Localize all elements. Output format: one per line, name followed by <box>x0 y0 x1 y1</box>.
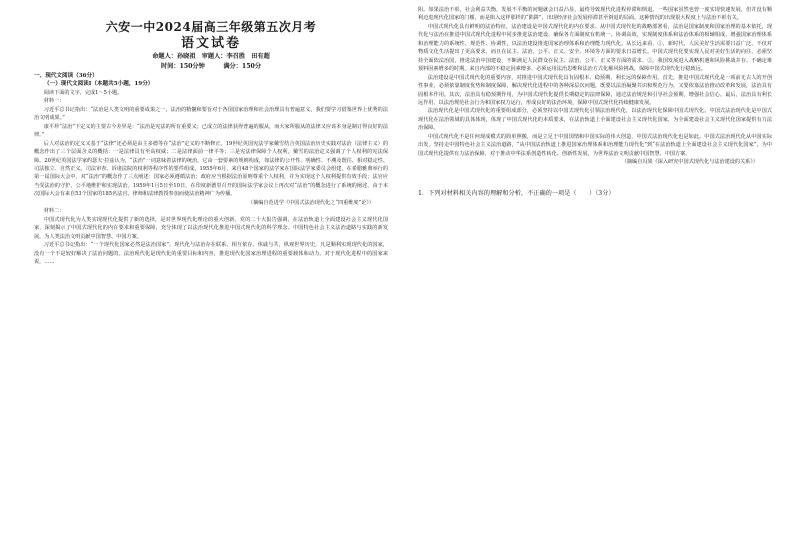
paragraph: 康平珍“法治”下定义的主要古今差异是：“法治是宪法的所有重要义；已成立的法律获得普遍的服从，而大家所服从的法律又应该本身是制订得良好的法律。” <box>34 123 388 139</box>
exam-title: 六安一中2024届高三年级第五次月考 <box>105 20 317 34</box>
source-citation: （摘编自范进学《中国式法治现代化之“四重维度”论》） <box>247 199 374 206</box>
source-citation: （摘编自冯果《深入研究中国式现代化与法治建设的关系》） <box>621 159 758 166</box>
material-label: 材料二： <box>43 208 65 215</box>
paragraph: 法治建设是中国式现代化的重要内容，对推进中国式现代化具有固根本、稳预期、利长远的保障作用。首先，推进中国式现代化是一项前无古人的开创性事业，必须依靠制度优势和制度保障，解决现代化进程中的各种深层次问题，既要以法治凝聚共识和规范行为，又要依靠法治推动改革和发展，法治具有固根本作用。其次，法治具有稳预期作用，为中国式现代化提供长期稳定的法律保障，通过法治规范和引导社会预期，增强社会信心。最后，法治具有利长远作用，以法治规范社会行为和国家权力运行，形成良好的法治环境，保障中国式现代化持续健康发展。 <box>418 74 772 106</box>
question-1: 1．下列对材料相关内容的理解和分析，不正确的一项是（ ）（3分） <box>418 189 615 197</box>
paragraph: 中国式现代化不是任何现成模式的简单照搬，而是立足于中国国情和中国实际的伟大创造，中国式法治现代化也是如此。中国式法治现代化从中国实际出发，坚持走中国特色社会主义法治道路，“从中国法治轨道上推进国家治理体系和治理能力现代化”到“在法治轨道上全面建设社会主义现代化国家”，为中国式现代化提供有力法治保障，对于推动中华法系创造性转化、创新性发展，为世界法治文明贡献中国智慧、中国方案。 <box>418 133 772 157</box>
instruction: 阅读下面的文字，完成1～5小题。 <box>43 89 123 96</box>
exam-time-score: 时间：150分钟 满分：150分 <box>160 63 262 70</box>
paragraph: 习近平总书记指出：“一个现代化国家必然是法治国家”。现代化与法治存在联系、相互依存、休戚与共，纵观世界历史，凡是顺利实现现代化的国家，没有一个不是较好解决了法治问题的。法治现代化是现代化的重要目标和内容，推进现代化国家治理进程的重要载体和动力。对于现代化进程中的国家来说，…… <box>34 242 388 265</box>
exam-subtitle: 语文试卷 <box>180 36 241 51</box>
subsection-heading: （一）现代文阅读Ⅰ（本题共5小题，19分） <box>44 81 154 88</box>
paragraph: 中国式现代化具有鲜明的法治特征，法治建设是中国式现代化的内在要求。从中国式现代化的战略部署看，法治是国家制度和国家治理的基本依托，现代化与法治在推进中国式现代化进程中同步推进法治建设，确保各方面制度有机统一、协调高效，实现制度体系和法治体系的相辅相成，增强国家治理体系和治理能力的系统性、规范性、协调性，以法治建设推进国家治理体系和治理能力现代化。从长远来看，①，新时代，人民美好生活需要日益广泛，不仅对物质文化生活提出了更高要求，而且在民主、法治、公平、正义、安全、环境等方面的要求日益增长。中国式现代化要实现人民对美好生活的向往，必须坚持全面依法治国，推进法治中国建设，不断满足人民群众在民主、法治、公平、正义等方面的需求。②。我国发展进入战略机遇和风险挑战并存、不确定难预料因素增多的时期，来自内部的不稳定因素增多，必须运用法治思维和法治方式化解风险挑战，保障中国式现代化行稳致远。 <box>418 23 772 73</box>
paragraph: 阻。如果法治不彰，社会利益失衡，发展不平衡的问题就会日益凸显，最终导致现代化进程停滞和倒退。一些国家虽然也曾一度实现快速发展，但并没有顺利迈进现代化国家的门槛，而是陷入这样那样的“陷阱”，出现经济社会发展停滞甚至倒退的局面。这种情况的出现很大程度上与法治不彰有关。 <box>418 7 772 22</box>
paragraph: 中国式现代化为人类实现现代化提供了新的选择，是对世界现代化理论的重大创新。党的二十大报告强调，在法治轨道上全面建设社会主义现代化国家，深刻揭示了中国式现代化的内在要求和重要保障，充分体现了以法治现代化推进中国式现代化的科学理念。中国特色社会主义法治道路与实践的新发展，为人类法治文明贡献中国智慧、中国方案。 <box>34 216 388 240</box>
paragraph: 后人对法治的定义又基于“法律”还必须是由主多德等在“法治”定义的不断修正。19世纪英国宪法学家戴雪结合英国法治历史实践对法治（法律主义）的概念作出了三个层面含义的概括：一是法律具有至高权威；二是法律面前一律平等；三是宪法律保障个人权利。戴雪的法治定义强调了个人权利的宪法保障。20世纪英国法学家约瑟夫·拉兹认为，“法治”一词意味着法律的统治，它由一套要素的规则构成，如法律的公开性、明确性、不溯及既往、相对稳定性、司法独立、自然正义、司法审查、诉诸法院的权利等程序性的要件组成。1955年6月，来自48个国家的法学家在国际法学家委员会组建，在希腊雅典举行的第一届国际大会中，对“法治”的概念作了三点阐述：国家必须遵循法治；政府应当根据法治原则尊重个人权利，并为实现这个人权利提供有效手段；法官应当受法治的守护，公平地维护和实现法治。1959年1月5日至10日，在印度新德里召开的国际法学家会议上再次对“法治”的概念进行了系统的阐述，由于本次国际大会有来自53个国家的185名法官、律师和法律教授参加而使法治精神广为传播。 <box>34 140 388 198</box>
paragraph: 习近平总书记指出：“法治是人类文明的重要成果之一，法治的精髓和要旨对于各国国家治理和社会治理具有普遍意义，我们要学习借鉴世界上优秀的法治文明成果。” <box>34 106 388 122</box>
section-heading: 一、现代文阅读（36分） <box>34 73 98 79</box>
paragraph: 法治现代化是中国式现代化的重要组成部分，必须坚持以中国式现代化引领法治现代化，以法治现代化保障中国式现代化。中国式法治现代化是中国式现代化在法治领域的具体体现，体现了中国式现代化的本质要求，在法治轨道上全面建设社会主义现代化国家，为全面建设社会主义现代化国家提供有力法治保障。 <box>418 108 772 132</box>
right-column <box>418 6 772 538</box>
material-label: 材料一： <box>43 98 65 105</box>
exam-authors: 命题人：孙晓祖 审题人：李召胜 田有超 <box>152 53 270 60</box>
left-column <box>34 6 388 538</box>
